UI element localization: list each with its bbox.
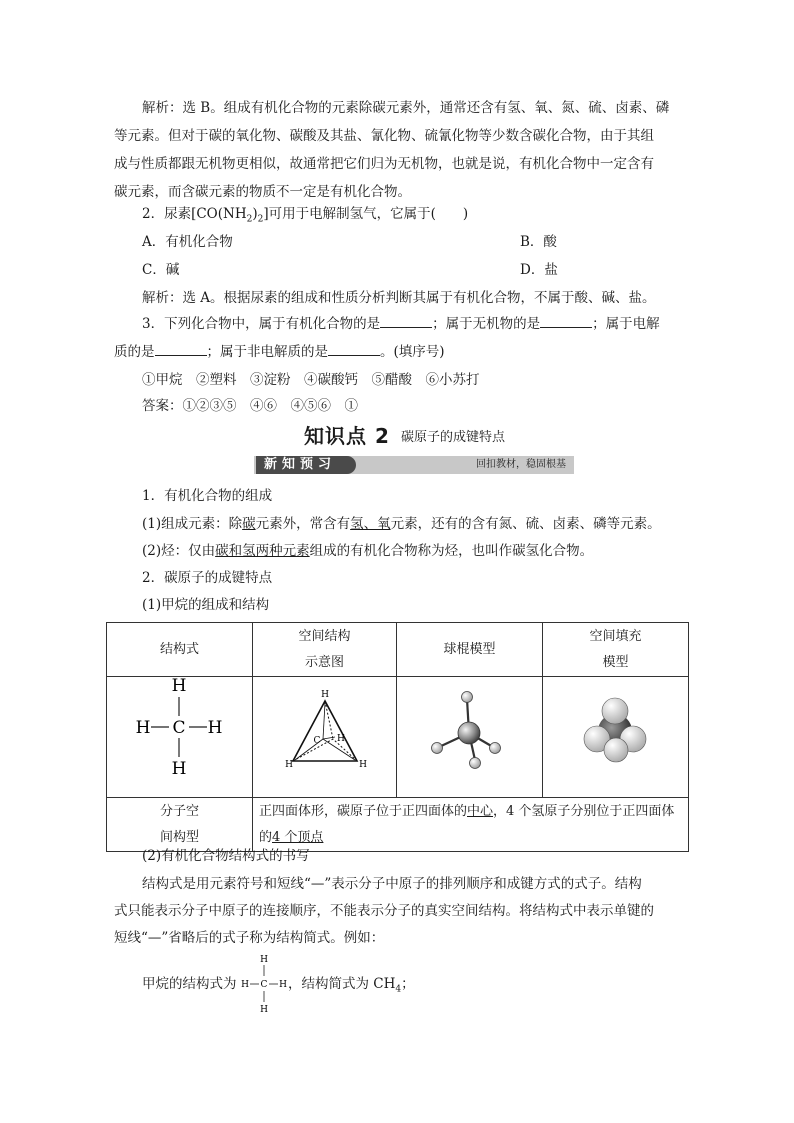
blank-nonelectrolyte[interactable] <box>328 341 380 356</box>
mini-h-bottom: H <box>260 1005 268 1015</box>
mini-c: C <box>260 980 268 990</box>
q2-options-ab <box>142 228 714 256</box>
molecular-shape-description: 正四面体形，碳原子位于正四面体的中心，4 个氢原子分别位于正四面体的4 个顶点 <box>253 798 689 852</box>
space-filling-model <box>543 677 689 787</box>
banner-text: 新知预习 <box>264 457 337 472</box>
para-line-2: 式只能表示分子中原子的连接顺序，不能表示分子的真实空间结构。将结构式中表示单键的 <box>114 903 654 919</box>
mini-structural-formula <box>240 952 288 1016</box>
row-label-molecular-shape: 分子空 间构型 <box>107 798 253 852</box>
q2-option-c[interactable]: C．碱 <box>142 262 180 278</box>
hydrocarbon-definition: (2)烃：仅由碳和氢两种元素组成的有机化合物称为烃，也叫作碳氢化合物。 <box>142 543 594 559</box>
methane-table <box>106 622 689 852</box>
q1-analysis-line-3: 成与性质都跟无机物更相似，故通常把它们归为无机物，也就是说，有机化合物中一定含有 <box>114 156 654 172</box>
q2-option-d[interactable]: D．盐 <box>520 262 558 278</box>
header-ball-stick: 球棍模型 <box>397 623 543 677</box>
mini-h-left: H <box>241 980 249 990</box>
mini-h-right: H <box>279 980 287 990</box>
tetra-c: C <box>313 736 321 746</box>
q1-analysis-line-4: 碳元素，而含碳元素的物质不一定是有机化合物。 <box>114 184 411 200</box>
banner-right-text: 回扣教材，稳固根基 <box>476 459 566 470</box>
para-line-3: 短线“—”省略后的式子称为结构简式。例如： <box>114 930 385 946</box>
mini-h-top: H <box>260 955 268 965</box>
atom-h-right: H <box>207 718 223 738</box>
q2-analysis: 解析：选 A。根据尿素的组成和性质分析判断其属于有机化合物，不属于酸、碱、盐。 <box>142 290 656 306</box>
blank-organic[interactable] <box>380 313 432 328</box>
q3-answer: 答案：①②③⑤ ④⑥ ④⑤⑥ ① <box>142 398 358 414</box>
section-banner <box>254 456 574 474</box>
tetrahedron-cell <box>253 677 397 798</box>
blank-electrolyte[interactable] <box>155 341 207 356</box>
banner-dark-tab <box>256 456 356 474</box>
ball-stick-model <box>397 677 543 787</box>
atom-h-bottom: H <box>171 759 187 779</box>
table-header-row <box>107 623 689 677</box>
q3-stem-line-2: 质的是 ；属于非电解质的是 。(填序号) <box>114 338 686 366</box>
header-space-filling: 空间填充 模型 <box>543 623 689 677</box>
table-image-row <box>107 677 689 798</box>
q1-analysis-line-1: 解析：选 B。组成有机化合物的元素除碳元素外，通常还含有氢、氧、氮、硫、卤素、磷 <box>142 100 670 116</box>
para-line-1: 结构式是用元素符号和短线“—”表示分子中原子的排列顺序和成键方式的式子。结构 <box>142 876 642 892</box>
atom-h-left: H <box>135 718 151 738</box>
heading-composition: 1．有机化合物的组成 <box>142 488 273 504</box>
section-title: 碳原子的成键特点 <box>401 430 506 445</box>
header-structural-formula: 结构式 <box>107 623 253 677</box>
structural-formula-cell <box>107 677 253 798</box>
q2-option-b[interactable]: B．酸 <box>520 234 557 250</box>
space-filling-cell <box>543 677 689 798</box>
q2-options-cd <box>142 256 714 284</box>
ball-stick-cell <box>397 677 543 798</box>
tetra-h-top: H <box>321 690 329 700</box>
methane-example: 甲烷的结构式为 H H C H H ，结构简式为 $CH_4$； <box>142 952 714 1016</box>
structural-formula-figure <box>107 677 253 787</box>
heading-methane: (1)甲烷的组成和结构 <box>142 597 270 613</box>
tetra-h-back: H <box>337 734 345 744</box>
q2-stem: 2．尿素$[CO(NH_2)_2]$可用于电解制氢气，它属于( ) <box>142 206 469 225</box>
section-label: 知识点 2 <box>304 424 390 448</box>
blank-inorganic[interactable] <box>540 313 592 328</box>
tetra-h-right: H <box>359 760 367 770</box>
heading-structural-writing: (2)有机化合物结构式的书写 <box>142 848 310 864</box>
header-spatial-diagram: 空间结构 示意图 <box>253 623 397 677</box>
q2-option-a[interactable]: A．有机化合物 <box>142 234 233 250</box>
q3-stem-line-1: 3．下列化合物中，属于有机化合物的是 ；属于无机物的是 ；属于电解 <box>142 310 714 338</box>
section-header <box>254 418 574 472</box>
tetra-h-left: H <box>285 760 293 770</box>
q3-items: ①甲烷 ②塑料 ③淀粉 ④碳酸钙 ⑤醋酸 ⑥小苏打 <box>142 372 480 388</box>
heading-bonding: 2．碳原子的成键特点 <box>142 570 273 586</box>
tetrahedron-diagram <box>253 677 397 787</box>
q1-analysis-line-2: 等元素。但对于碳的氧化物、碳酸及其盐、氰化物、硫氰化物等少数含碳化合物，由于其组 <box>114 128 654 144</box>
composition-elements: (1)组成元素：除碳元素外，常含有氢、氧元素，还有的含有氮、硫、卤素、磷等元素。 <box>142 516 661 532</box>
atom-c-center: C <box>172 718 186 738</box>
atom-h-top: H <box>171 677 187 696</box>
